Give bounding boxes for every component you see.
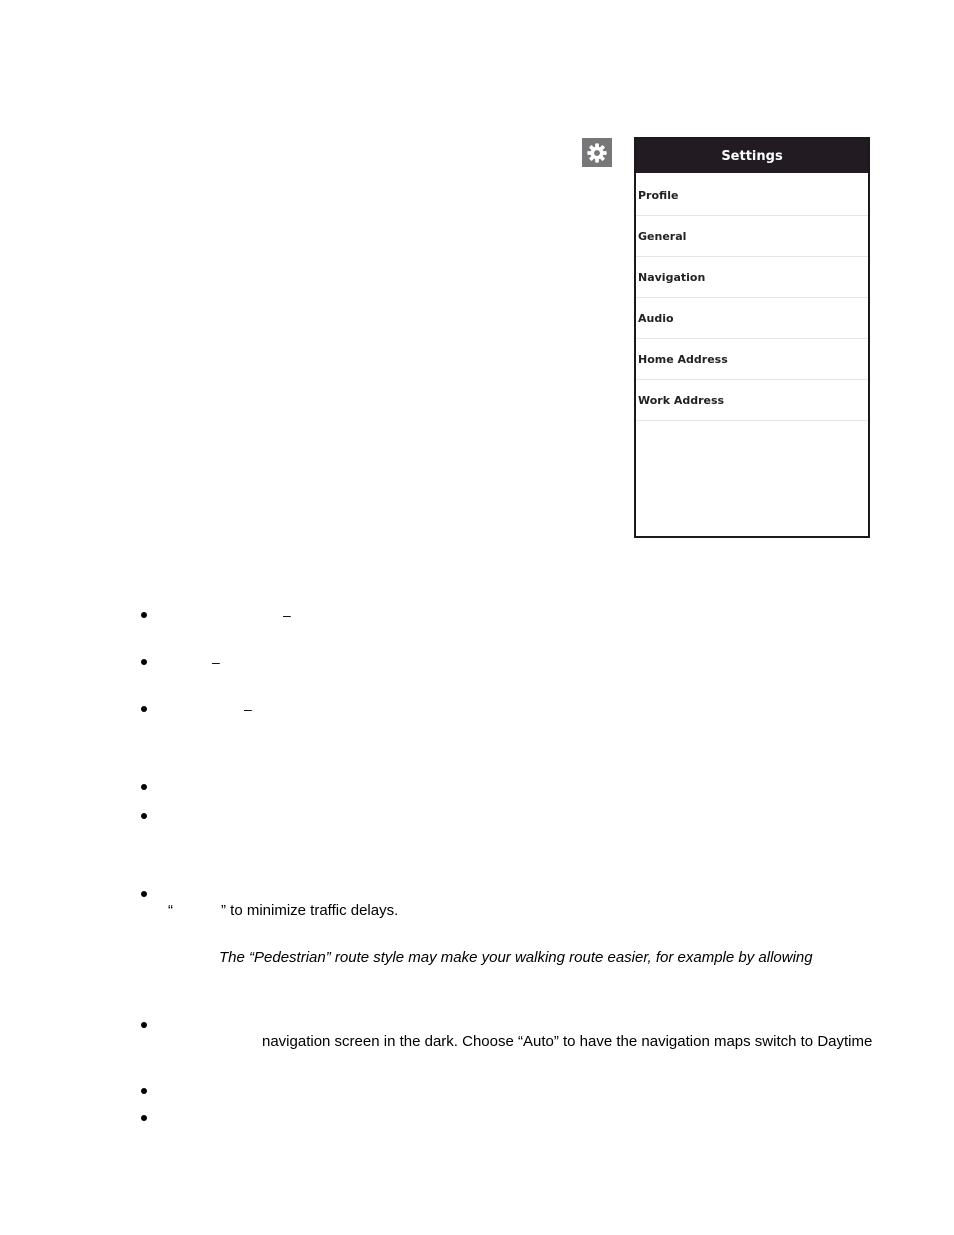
bullet-point bbox=[141, 784, 147, 790]
bullet-point bbox=[141, 1115, 147, 1121]
dash-separator: – bbox=[244, 701, 252, 717]
settings-header: Settings bbox=[636, 139, 868, 175]
gear-icon bbox=[586, 142, 608, 164]
bullet-point bbox=[141, 1022, 147, 1028]
bullet-point bbox=[141, 612, 147, 618]
bullet-point bbox=[141, 706, 147, 712]
settings-gear-button[interactable] bbox=[582, 138, 612, 167]
open-quote: “ bbox=[168, 902, 173, 919]
pedestrian-note: The “Pedestrian” route style may make your walking route easier, for example by allowing bbox=[219, 949, 813, 966]
menu-item-work-address[interactable]: Work Address bbox=[636, 380, 868, 421]
traffic-delays-text: ” to minimize traffic delays. bbox=[221, 902, 399, 919]
bullet-point bbox=[141, 1088, 147, 1094]
bullet-point bbox=[141, 891, 147, 897]
menu-item-navigation[interactable]: Navigation bbox=[636, 257, 868, 298]
bullet-point bbox=[141, 659, 147, 665]
dash-separator: – bbox=[212, 654, 220, 670]
bullet-point bbox=[141, 813, 147, 819]
menu-item-home-address[interactable]: Home Address bbox=[636, 339, 868, 380]
menu-item-audio[interactable]: Audio bbox=[636, 298, 868, 339]
settings-screen bbox=[634, 137, 870, 538]
navigation-screen-text: navigation screen in the dark. Choose “Auto” to have the navigation maps switch to Daytime bbox=[262, 1033, 873, 1050]
dash-separator: – bbox=[283, 607, 291, 623]
menu-item-profile[interactable]: Profile bbox=[636, 175, 868, 216]
menu-item-general[interactable]: General bbox=[636, 216, 868, 257]
